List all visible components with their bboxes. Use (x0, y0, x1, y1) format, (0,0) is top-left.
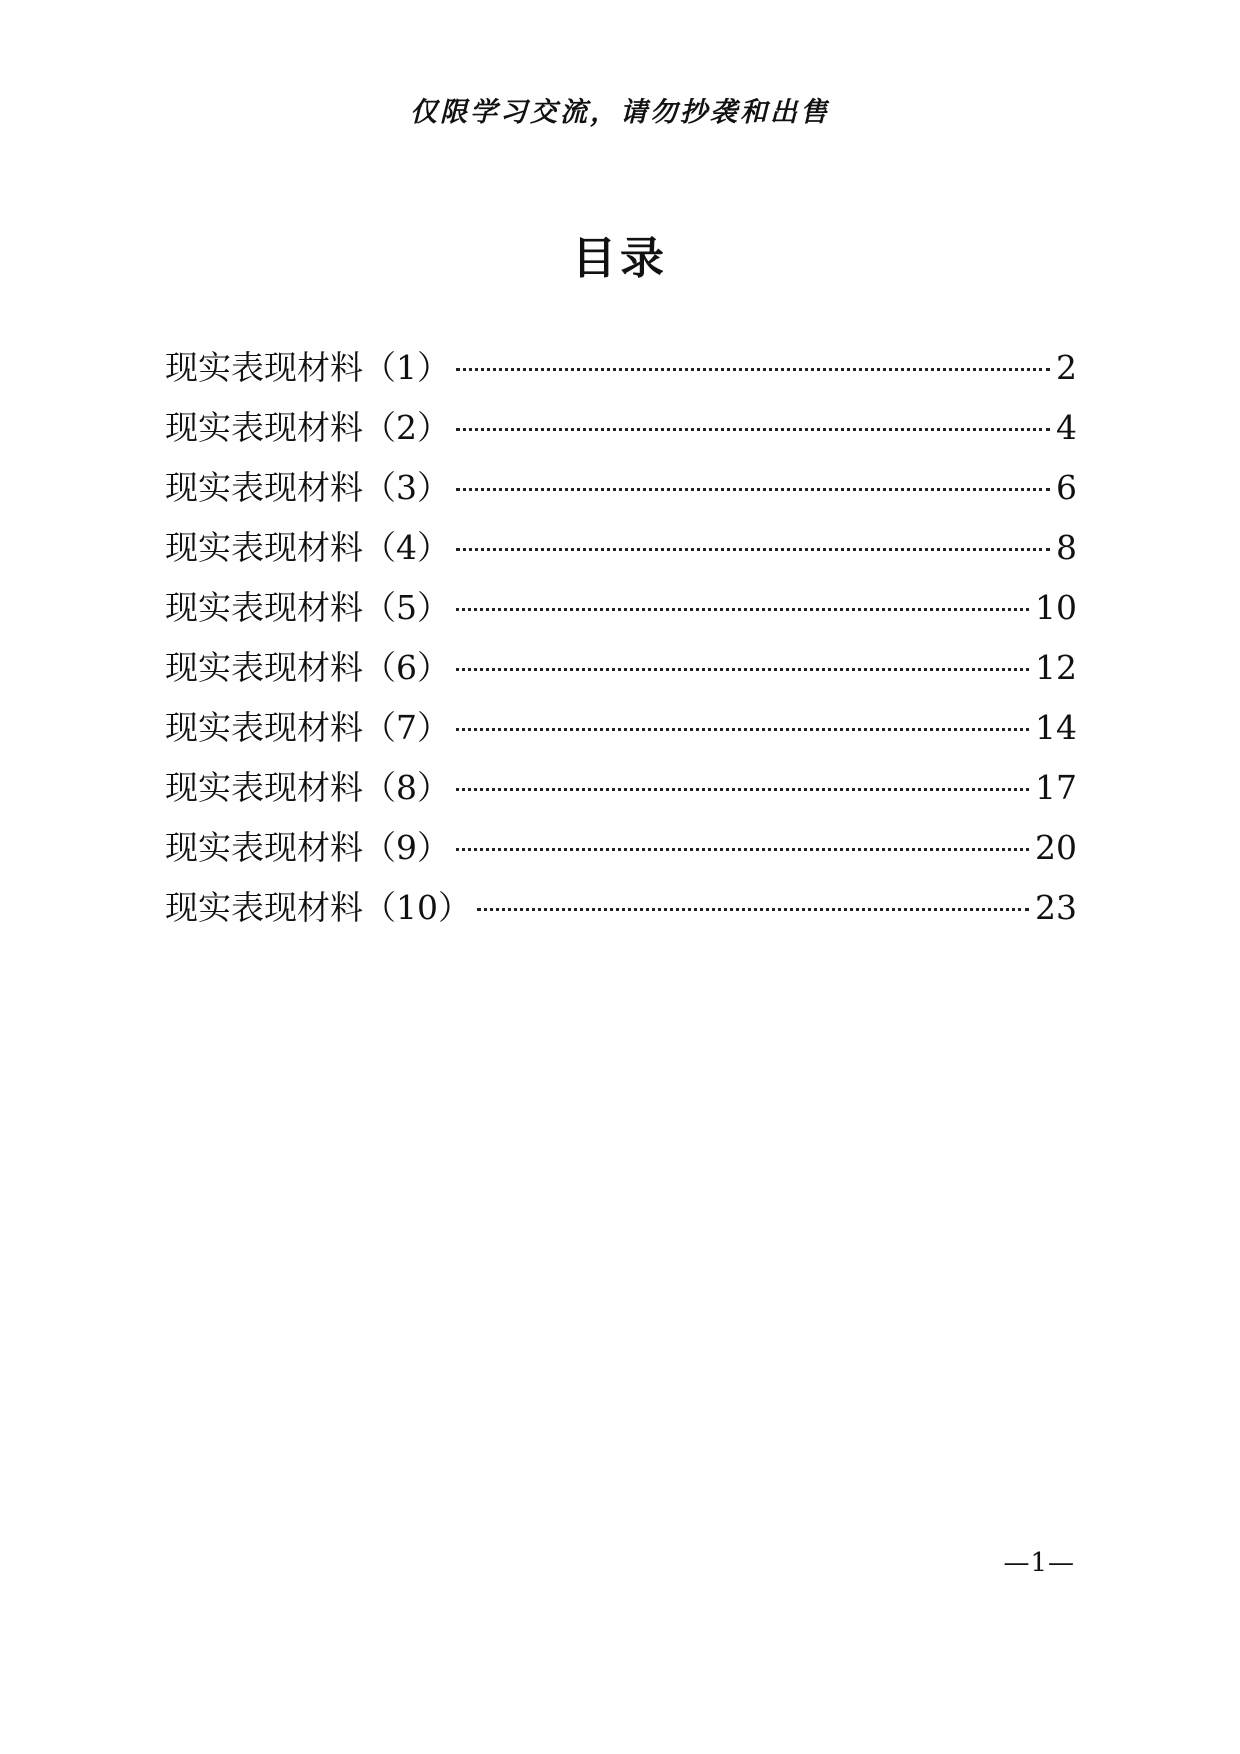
toc-entry-label: 现实表现材料（6） (165, 648, 450, 687)
toc-entry-label: 现实表现材料（7） (165, 708, 450, 747)
toc-entry[interactable] (165, 762, 1077, 822)
toc-entry-page: 12 (1035, 648, 1077, 687)
toc-dot-leader (456, 428, 1050, 431)
toc-dot-leader (456, 488, 1050, 491)
toc-entry-page: 23 (1035, 888, 1077, 927)
toc-entry-label: 现实表现材料（5） (165, 588, 450, 627)
toc-entry-page: 20 (1035, 828, 1077, 867)
toc-entry[interactable] (165, 822, 1077, 882)
page-number: —1— (1003, 1548, 1075, 1578)
toc-title: 目录 (572, 233, 668, 284)
toc-dot-leader (456, 608, 1029, 611)
toc-entry[interactable] (165, 522, 1077, 582)
toc-entry[interactable] (165, 882, 1077, 942)
toc-dot-leader (456, 788, 1029, 791)
toc-dot-leader (456, 368, 1050, 371)
toc-dot-leader (456, 668, 1029, 671)
toc-entry[interactable] (165, 702, 1077, 762)
toc-entry-page: 4 (1056, 408, 1077, 447)
toc-entry-label: 现实表现材料（4） (165, 528, 450, 567)
toc-entry-label: 现实表现材料（8） (165, 768, 450, 807)
toc-entry-label: 现实表现材料（9） (165, 828, 450, 867)
toc-dot-leader (456, 728, 1029, 731)
toc-entry-page: 14 (1035, 708, 1077, 747)
toc-entry[interactable] (165, 342, 1077, 402)
toc-entry[interactable] (165, 642, 1077, 702)
toc-entry-page: 6 (1056, 468, 1077, 507)
toc-entry[interactable] (165, 462, 1077, 522)
toc-entry-label: 现实表现材料（10） (165, 888, 471, 927)
toc-entry-page: 17 (1035, 768, 1077, 807)
toc-entry-label: 现实表现材料（3） (165, 468, 450, 507)
header-note: 仅限学习交流，请勿抄袭和出售 (410, 97, 830, 128)
toc-entry-page: 10 (1035, 588, 1077, 627)
toc-list (165, 342, 1077, 942)
toc-dot-leader (456, 548, 1050, 551)
toc-entry-label: 现实表现材料（2） (165, 408, 450, 447)
toc-dot-leader (477, 908, 1029, 911)
toc-entry-page: 8 (1056, 528, 1077, 567)
toc-entry[interactable] (165, 582, 1077, 642)
toc-entry-label: 现实表现材料（1） (165, 348, 450, 387)
toc-dot-leader (456, 848, 1029, 851)
toc-entry[interactable] (165, 402, 1077, 462)
toc-entry-page: 2 (1056, 348, 1077, 387)
